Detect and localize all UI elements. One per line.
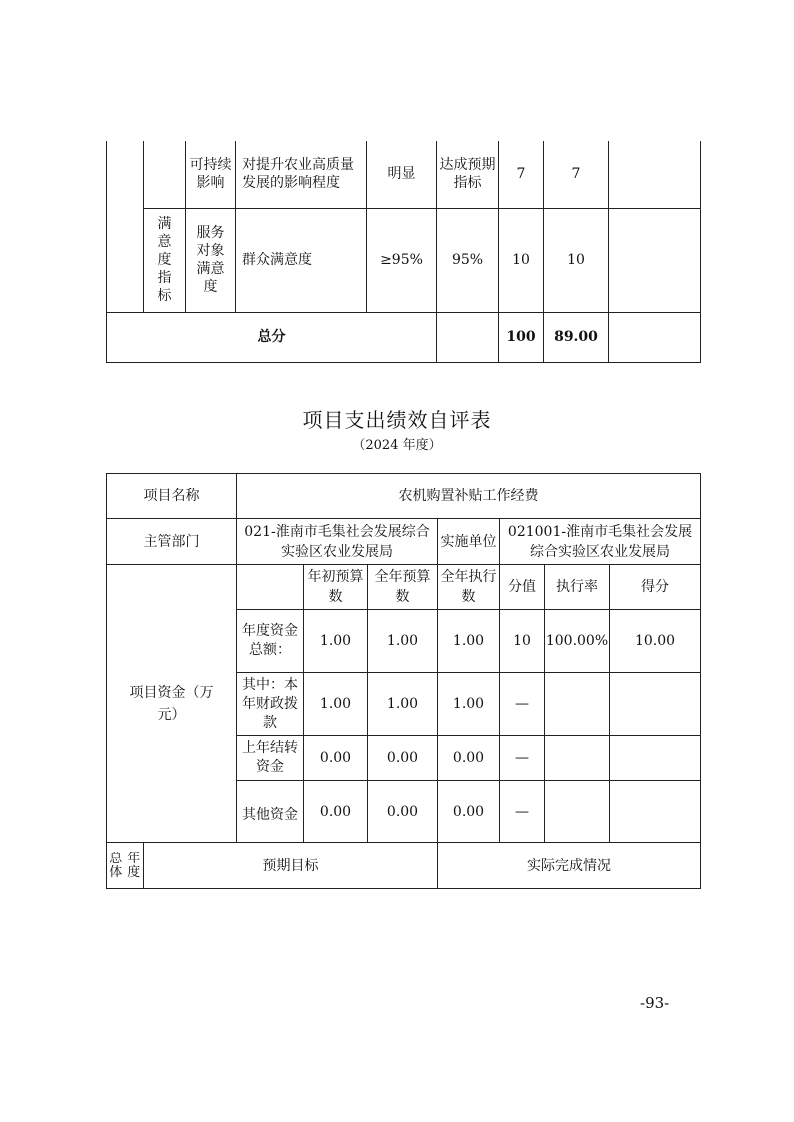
goal-annual-label: 年度 — [125, 843, 144, 889]
weight-cell: 10 — [499, 208, 544, 312]
funds-initial: 0.00 — [304, 781, 368, 843]
funds-weight: — — [500, 736, 545, 781]
funds-header-row — [107, 565, 701, 610]
score-cell: 10 — [544, 208, 609, 312]
target-value-cell: ≥95% — [367, 208, 437, 312]
funds-weight: — — [500, 781, 545, 843]
funds-annual: 1.00 — [368, 673, 438, 736]
report-subtitle: （2024 年度） — [352, 438, 442, 453]
funds-annual: 1.00 — [368, 610, 438, 673]
funds-header-blank — [237, 565, 304, 610]
funds-initial: 0.00 — [304, 736, 368, 781]
indicator-row-sustainability — [107, 141, 701, 208]
funds-executed: 1.00 — [438, 610, 500, 673]
header-initial: 年初预算数 — [304, 565, 368, 610]
funds-row-label: 其他资金 — [237, 781, 304, 843]
funds-row-label: 上年结转资金 — [237, 736, 304, 781]
performance-indicator-table — [106, 141, 701, 363]
department-row — [107, 519, 701, 565]
funds-score: 10.00 — [610, 610, 701, 673]
funds-executed: 0.00 — [438, 781, 500, 843]
funds-label: 项目资金（万元） — [107, 565, 237, 843]
sub-indicator-cell: 服务对象满意度 — [186, 208, 236, 312]
funds-annual: 0.00 — [368, 781, 438, 843]
actual-value-cell: 达成预期指标 — [437, 141, 499, 208]
funds-rate — [545, 736, 610, 781]
dept-label: 主管部门 — [107, 519, 237, 565]
project-name-value: 农机购置补贴工作经费 — [237, 474, 701, 519]
funds-rate — [545, 781, 610, 843]
indicator-name-cell: 对提升农业高质量发展的影响程度 — [236, 141, 367, 208]
project-self-evaluation-table — [106, 473, 701, 843]
funds-annual: 0.00 — [368, 736, 438, 781]
total-note-cell — [609, 312, 701, 362]
total-score: 89.00 — [544, 312, 609, 362]
funds-rate: 100.00% — [545, 610, 610, 673]
goal-actual-label: 实际完成情况 — [438, 843, 701, 889]
category-cell-continued — [144, 141, 186, 208]
total-label: 总分 — [107, 312, 437, 362]
header-weight: 分值 — [500, 565, 545, 610]
score-cell: 7 — [544, 141, 609, 208]
funds-weight: — — [500, 673, 545, 736]
funds-rate — [545, 673, 610, 736]
goal-expected-label: 预期目标 — [144, 843, 438, 889]
total-row — [107, 312, 701, 362]
target-value-cell: 明显 — [367, 141, 437, 208]
project-name-label: 项目名称 — [107, 474, 237, 519]
actual-value-cell: 95% — [437, 208, 499, 312]
funds-executed: 0.00 — [438, 736, 500, 781]
funds-executed: 1.00 — [438, 673, 500, 736]
goal-overall-label: 总体 — [107, 843, 125, 889]
deviation-cell — [609, 208, 701, 312]
funds-row-label: 年度资金总额： — [237, 610, 304, 673]
category-cell-continued — [107, 141, 144, 312]
impl-label: 实施单位 — [438, 519, 500, 565]
indicator-name-cell: 群众满意度 — [236, 208, 367, 312]
goal-header-row — [107, 843, 701, 889]
weight-cell: 7 — [499, 141, 544, 208]
satisfaction-category-cell: 满意度指标 — [144, 208, 186, 312]
page-number: -93- — [640, 994, 670, 1012]
report-title: 项目支出绩效自评表 — [302, 408, 492, 432]
sub-indicator-cell: 可持续影响 — [186, 141, 236, 208]
deviation-cell — [609, 141, 701, 208]
total-weight: 100 — [499, 312, 544, 362]
header-rate: 执行率 — [545, 565, 610, 610]
funds-initial: 1.00 — [304, 610, 368, 673]
dept-value: 021-淮南市毛集社会发展综合实验区农业发展局 — [237, 519, 438, 565]
funds-score — [610, 673, 701, 736]
header-annual: 全年预算数 — [368, 565, 438, 610]
funds-score — [610, 781, 701, 843]
project-name-row — [107, 474, 701, 519]
funds-score — [610, 736, 701, 781]
total-empty-cell — [437, 312, 499, 362]
funds-weight: 10 — [500, 610, 545, 673]
header-score: 得分 — [610, 565, 701, 610]
funds-row-label: 其中：本年财政拨款 — [237, 673, 304, 736]
funds-initial: 1.00 — [304, 673, 368, 736]
header-executed: 全年执行数 — [438, 565, 500, 610]
impl-value: 021001-淮南市毛集社会发展综合实验区农业发展局 — [500, 519, 701, 565]
indicator-row-satisfaction — [107, 208, 701, 312]
goal-header-table — [106, 842, 701, 889]
